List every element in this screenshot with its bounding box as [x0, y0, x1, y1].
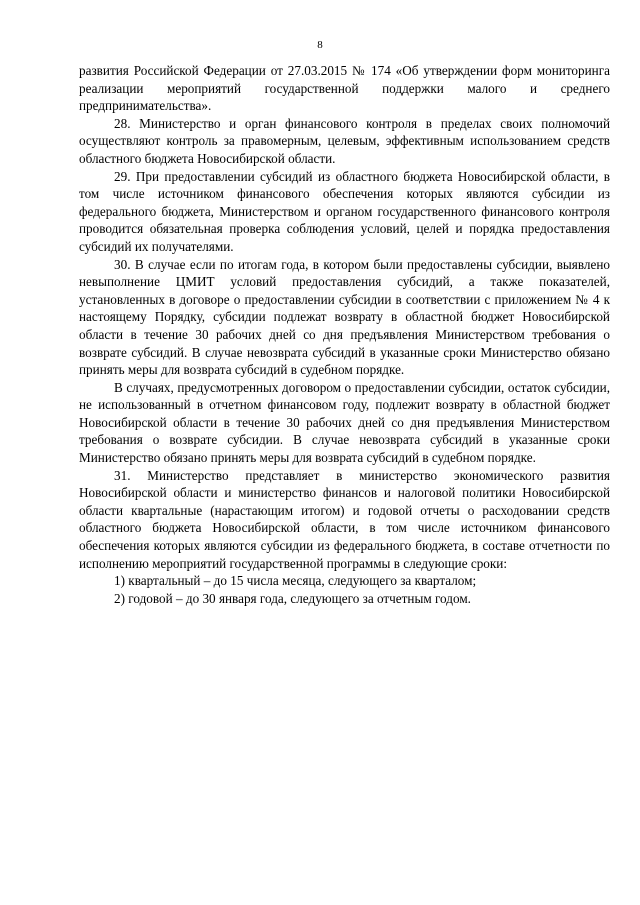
list-item-annual: 2) годовой – до 30 января года, следующего за отчетным годом. — [114, 590, 471, 606]
paragraph-30-remainder: В случаях, предусмотренных договором о предоставлении субсидии, остаток субсидии, не использованный в отчетном финансовом году, подлежит возврату в областной бюджет Новосибирской области в течение 30 рабочих дней со дня предъявления Министерством требования о возврате субсидии. В случае невозврата субсидий в указанные сроки Министерство обязано принять меры для возврата субсидий в судебном порядке. — [79, 379, 610, 466]
document-body — [79, 62, 610, 607]
list-item-quarterly: 1) квартальный – до 15 числа месяца, следующего за кварталом; — [114, 573, 477, 589]
paragraph-31: 31. Министерство представляет в министерство экономического развития Новосибирской области и министерство финансов и налоговой политики Новосибирской области квартальные (нарастающим итогом) и годовой отчеты о расходовании средств областного бюджета Новосибирской области, в том числе источником финансового обеспечения которых являются субсидии из федерального бюджета, в составе отчетности по исполнению мероприятий государственной программы в следующие сроки: — [79, 467, 610, 571]
paragraph-continuation: развития Российской Федерации от 27.03.2015 № 174 «Об утверждении форм мониторинга реализации мероприятий государственной поддержки малого и среднего предпринимательства». — [79, 63, 610, 114]
page-number: 8 — [317, 39, 323, 51]
paragraph-28: 28. Министерство и орган финансового контроля в пределах своих полномочий осуществляют контроль за правомерным, целевым, эффективным использованием средств областного бюджета Новосибирской области. — [79, 115, 610, 166]
paragraph-29: 29. При предоставлении субсидий из областного бюджета Новосибирской области, в том числе источником финансового обеспечения которых являются субсидии из федерального бюджета, Министерством и органом государственного финансового контроля проводится обязательная проверка соблюдения условий, целей и порядка предоставления субсидий их получателями. — [79, 168, 610, 254]
paragraph-30: 30. В случае если по итогам года, в котором были предоставлены субсидии, выявлено невыполнение ЦМИТ условий предоставления субсидий, а также показателей, установленных в договоре о предоставлении субсидии в соответствии с приложением № 4 к настоящему Порядку, субсидии подлежат возврату в областной бюджет Новосибирской области в течение 30 рабочих дней со дня предъявления Министерством требования о возврате субсидий. В случае невозврата субсидий в указанные сроки Министерство обязано принять меры для возврата субсидий в судебном порядке. — [79, 256, 610, 378]
